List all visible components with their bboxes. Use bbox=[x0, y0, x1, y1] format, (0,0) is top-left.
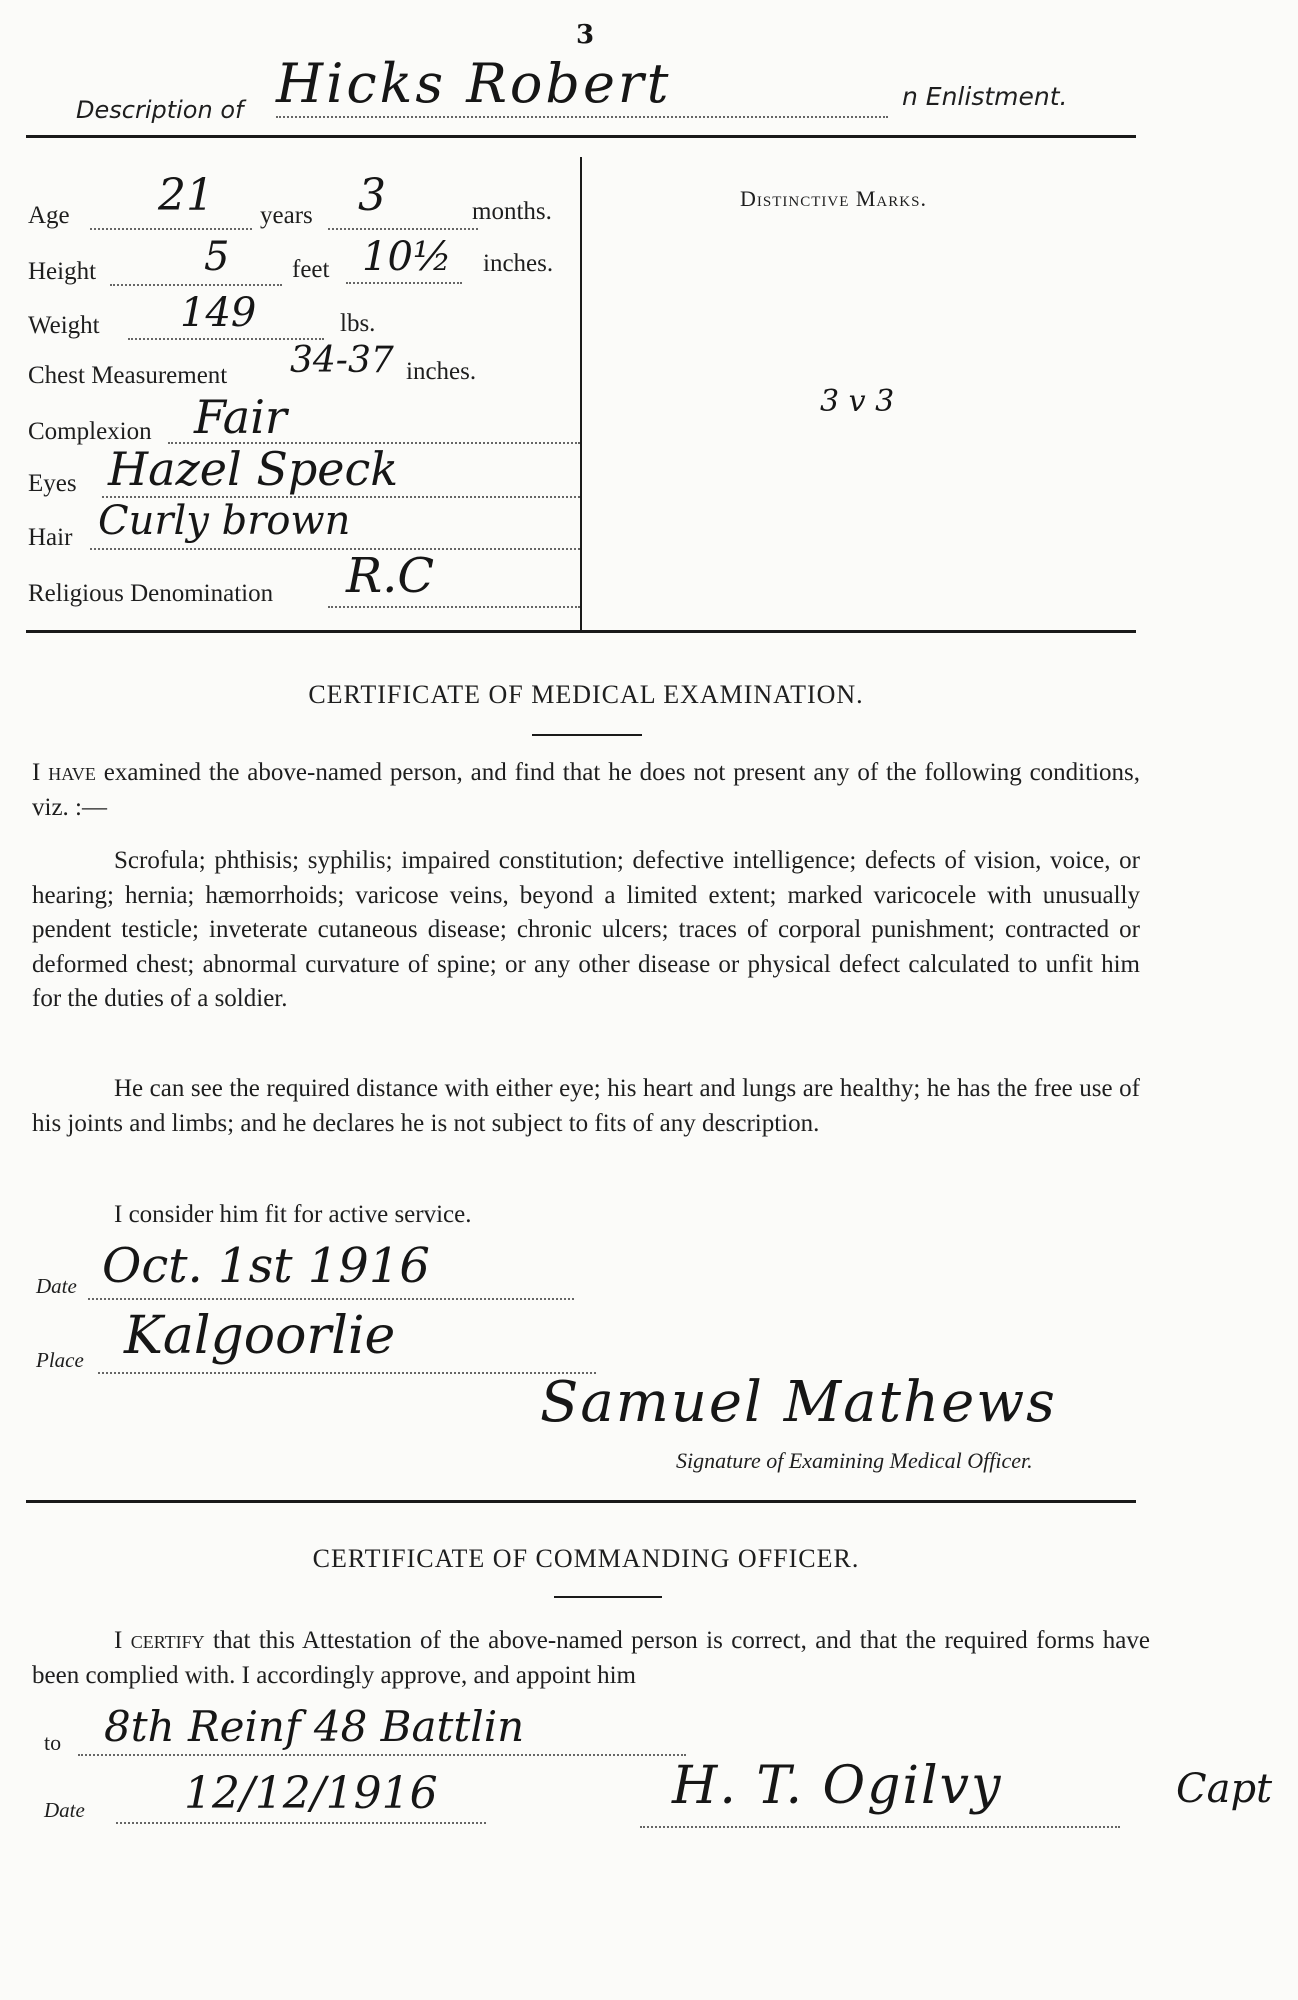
description-block bbox=[28, 150, 578, 620]
medical-place-label: Place bbox=[36, 1348, 84, 1372]
medical-intro-lead: I have bbox=[32, 759, 96, 786]
medical-signature-caption: Signature of Examining Medical Officer. bbox=[676, 1448, 1033, 1473]
header-superscript: 3 bbox=[576, 20, 595, 50]
lbs-label: lbs. bbox=[340, 310, 376, 337]
commanding-certify bbox=[32, 1624, 1150, 1693]
weight-label: Weight bbox=[28, 312, 100, 339]
medical-fit-statement: I consider him fit for active service. bbox=[114, 1201, 472, 1228]
age-years-value: 21 bbox=[158, 170, 214, 221]
chest-value: 34-37 bbox=[290, 340, 394, 381]
header-rule bbox=[26, 135, 1136, 138]
months-label: months. bbox=[472, 198, 552, 225]
commanding-officer-rank: Capt bbox=[1176, 1766, 1273, 1812]
chest-inches-label: inches. bbox=[406, 358, 477, 385]
religion-label: Religious Denomination bbox=[28, 580, 274, 607]
commanding-certify-lead: I certify bbox=[114, 1627, 205, 1654]
commanding-date-label: Date bbox=[44, 1798, 85, 1822]
name-dotted-line bbox=[276, 116, 888, 118]
feet-label: feet bbox=[292, 256, 330, 283]
commanding-officer-signature: H. T. Ogilvy bbox=[672, 1756, 1003, 1816]
chest-label: Chest Measurement bbox=[28, 362, 228, 389]
commanding-date-field bbox=[44, 1768, 494, 1828]
medical-date-label: Date bbox=[36, 1274, 77, 1298]
age-months-value: 3 bbox=[358, 170, 386, 221]
description-divider bbox=[580, 157, 582, 632]
enlistee-name: Hicks Robert bbox=[276, 52, 672, 115]
age-label: Age bbox=[28, 202, 70, 229]
form-header bbox=[76, 20, 1156, 135]
medical-title: CERTIFICATE OF MEDICAL EXAMINATION. bbox=[308, 680, 864, 709]
hair-value: Curly brown bbox=[98, 498, 351, 544]
distinctive-marks-heading: Distinctive Marks. bbox=[740, 186, 927, 211]
medical-date-value: Oct. 1st 1916 bbox=[102, 1238, 430, 1294]
header-suffix: n Enlistment. bbox=[902, 82, 1068, 111]
complexion-label: Complexion bbox=[28, 418, 152, 445]
height-inches-value: 10½ bbox=[362, 234, 452, 280]
appointment-to-label: to bbox=[44, 1730, 62, 1755]
appointment-field bbox=[44, 1700, 664, 1760]
medical-place-value: Kalgoorlie bbox=[124, 1306, 396, 1366]
inches-label: inches. bbox=[483, 250, 554, 277]
medical-date-field bbox=[36, 1238, 576, 1298]
medical-conditions: Scrofula; phthisis; syphilis; impaired constitution; defective intelligence; defects of vision, voice, or hearing; hernia; hæmorrhoids; varicose veins, beyond a limited extent; marked varicocele with unusually pendent testicle; inveterate cutaneous disease; chronic ulcers; traces of corporal punishment; contracted or deformed chest; abnormal curvature of spine; or any other disease or physical defect calculated to unfit him for the duties of a soldier. bbox=[32, 847, 1140, 1012]
height-feet-value: 5 bbox=[204, 234, 230, 280]
commanding-title-underline bbox=[554, 1596, 662, 1598]
eyes-value: Hazel Speck bbox=[108, 442, 399, 496]
distinctive-marks-value: 3 v 3 bbox=[820, 384, 895, 419]
commanding-date-value: 12/12/1916 bbox=[184, 1768, 438, 1819]
medical-health-statement: He can see the required distance with either eye; his heart and lungs are healthy; he has the free use of his joints and limbs; and he declares he is not subject to fits of any description. bbox=[32, 1075, 1140, 1137]
eyes-label: Eyes bbox=[28, 470, 77, 497]
medical-intro-text: examined the above-named person, and find that he does not present any of the following conditions, viz. :— bbox=[32, 759, 1141, 821]
medical-place-field bbox=[36, 1300, 596, 1370]
hair-label: Hair bbox=[28, 524, 73, 551]
header-prefix: Description of bbox=[76, 96, 244, 124]
commanding-title: CERTIFICATE OF COMMANDING OFFICER. bbox=[312, 1544, 860, 1573]
complexion-value: Fair bbox=[194, 390, 287, 444]
medical-officer-signature: Samuel Mathews bbox=[540, 1370, 1057, 1435]
medical-intro bbox=[32, 756, 1140, 825]
weight-value: 149 bbox=[180, 290, 257, 336]
religion-value: R.C bbox=[346, 548, 435, 604]
description-bottom-rule bbox=[26, 630, 1136, 633]
commanding-certify-text: that this Attestation of the above-named person is correct, and that the required forms have been complied with. I accordingly approve, and appoint him bbox=[32, 1627, 1150, 1689]
appointment-unit-value: 8th Reinf 48 Battlin bbox=[104, 1702, 525, 1751]
years-label: years bbox=[260, 202, 313, 229]
height-label: Height bbox=[28, 258, 97, 285]
medical-title-underline bbox=[532, 734, 642, 736]
medical-bottom-rule bbox=[26, 1500, 1136, 1503]
